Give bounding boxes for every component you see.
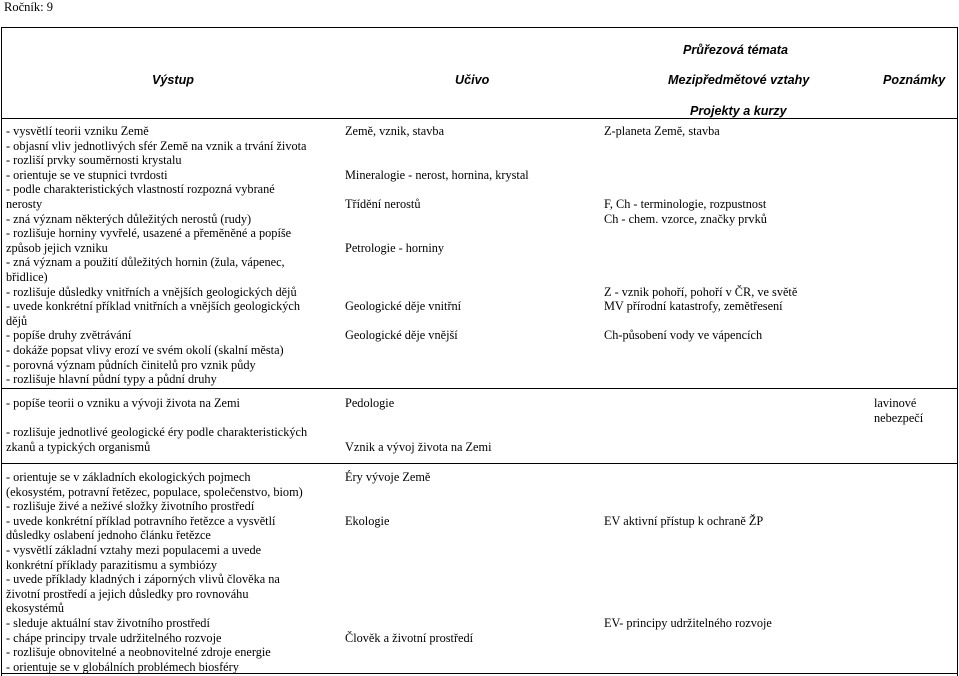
header-ucivo: Učivo bbox=[455, 73, 490, 87]
header-mezipredmetove-vztahy: Mezipředmětové vztahy bbox=[668, 73, 810, 87]
vystup-line: - popíše teorii o vzniku a vývoji života na Zemi bbox=[6, 396, 240, 410]
vystup-line: dějů bbox=[6, 313, 28, 328]
vystup-line: - uvede konkrétní příklad potravního řetězce a vysvětlí bbox=[6, 513, 276, 528]
vystup-line: (ekosystém, potravní řetězec, populace, společenstvo, biom) bbox=[6, 484, 303, 499]
vystup-line: - dokáže popsat vlivy erozí ve svém okolí (skalní města) bbox=[6, 343, 284, 357]
prurez-item: Ch-působení vody ve vápencích bbox=[604, 328, 763, 343]
poznamka-item: lavinové bbox=[874, 396, 917, 410]
vystup-line: zkanů a typických organismů bbox=[6, 439, 151, 454]
row-separator-1 bbox=[1, 388, 958, 389]
vystup-line: životní prostředí a jejich důsledky pro rovnováhu bbox=[6, 586, 249, 601]
prurez-item: Z-planeta Země, stavba bbox=[604, 124, 720, 138]
row-separator-2 bbox=[1, 463, 958, 464]
vystup-line: nerosty bbox=[6, 197, 43, 211]
header-poznamky: Poznámky bbox=[883, 73, 946, 87]
vystup-line: - orientuje se v globálních problémech biosféry bbox=[6, 659, 239, 674]
prurez-item: Z - vznik pohoří, pohoří v ČR, ve světě bbox=[604, 284, 798, 299]
vystup-line: způsob jejich vzniku bbox=[6, 240, 108, 255]
ucivo-item: Pedologie bbox=[345, 396, 395, 410]
ucivo-item: Geologické děje vnější bbox=[345, 328, 458, 343]
vystup-line: - sleduje aktuální stav životního prostředí bbox=[6, 616, 210, 630]
vystup-line: - porovná význam půdních činitelů pro vznik půdy bbox=[6, 357, 256, 372]
table-border-top bbox=[1, 27, 958, 28]
prurez-item: MV přírodní katastrofy, zemětřesení bbox=[604, 299, 783, 314]
vystup-line: - objasní vliv jednotlivých sfér Země na vznik a trvání života bbox=[6, 138, 307, 153]
vystup-line: - chápe principy trvale udržitelného rozvoje bbox=[6, 630, 222, 645]
vystup-line: - popíše druhy zvětrávání bbox=[6, 328, 132, 343]
prurez-item: EV aktivní přístup k ochraně ŽP bbox=[604, 513, 764, 528]
prurez-item: EV- principy udržitelného rozvoje bbox=[604, 616, 772, 630]
vystup-line: - rozlišuje hlavní půdní typy a půdní druhy bbox=[6, 372, 217, 387]
ucivo-item: Třídění nerostů bbox=[345, 197, 421, 211]
ucivo-item: Vznik a vývoj života na Zemi bbox=[345, 439, 492, 454]
page-title: Ročník: 9 bbox=[4, 0, 53, 14]
vystup-line: - zná význam a použití důležitých hornin (žula, vápenec, bbox=[6, 255, 285, 270]
ucivo-item: Éry vývoje Země bbox=[345, 470, 431, 484]
header-bottom-border bbox=[1, 118, 958, 119]
ucivo-item: Země, vznik, stavba bbox=[345, 124, 445, 138]
ucivo-item: Ekologie bbox=[345, 513, 390, 528]
poznamka-item: nebezpečí bbox=[874, 410, 924, 425]
vystup-line: - podle charakteristických vlastností rozpozná vybrané bbox=[6, 182, 275, 197]
vystup-line: - uvede konkrétní příklad vnitřních a vnějších geologických bbox=[6, 299, 301, 314]
ucivo-item: Člověk a životní prostředí bbox=[345, 630, 474, 645]
vystup-line: - uvede příklady kladných i záporných vlivů člověka na bbox=[6, 572, 280, 587]
ucivo-item: Geologické děje vnitřní bbox=[345, 299, 462, 314]
vystup-line: konkrétní příklady parazitismu a symbiózy bbox=[6, 557, 218, 572]
vystup-line: ekosystémů bbox=[6, 601, 65, 616]
vystup-line: - vysvětlí základní vztahy mezi populacemi a uvede bbox=[6, 543, 262, 557]
table-border-left bbox=[1, 27, 2, 676]
ucivo-item: Petrologie - horniny bbox=[345, 240, 445, 255]
prurez-item: F, Ch - terminologie, rozpustnost bbox=[604, 197, 767, 211]
vystup-line: břidlice) bbox=[6, 270, 48, 284]
vystup-line: - rozlišuje horniny vyvřelé, usazené a přeměněné a popíše bbox=[6, 226, 292, 241]
header-projekty-a-kurzy: Projekty a kurzy bbox=[690, 104, 787, 118]
ucivo-item: Mineralogie - nerost, hornina, krystal bbox=[345, 167, 529, 182]
vystup-line: - orientuje se v základních ekologických pojmech bbox=[6, 470, 251, 484]
table-border-right bbox=[957, 27, 958, 676]
header-prurezova-temata: Průřezová témata bbox=[683, 43, 788, 57]
vystup-line: - rozlišuje živé a neživé složky životního prostředí bbox=[6, 499, 255, 514]
prurez-item: Ch - chem. vzorce, značky prvků bbox=[604, 211, 767, 226]
vystup-line: - orientuje se ve stupnici tvrdosti bbox=[6, 167, 168, 182]
vystup-line: - rozliší prvky souměrnosti krystalu bbox=[6, 153, 182, 168]
vystup-line: - vysvětlí teorii vzniku Země bbox=[6, 124, 149, 138]
vystup-line: důsledky oslabení jednoho článku řetězce bbox=[6, 528, 211, 543]
header-vystup: Výstup bbox=[152, 73, 194, 87]
vystup-line: - rozlišuje jednotlivé geologické éry podle charakteristických bbox=[6, 425, 308, 440]
vystup-line: - rozlišuje důsledky vnitřních a vnějších geologických dějů bbox=[6, 284, 297, 299]
vystup-line: - zná význam některých důležitých nerostů (rudy) bbox=[6, 211, 252, 226]
vystup-line: - rozlišuje obnovitelné a neobnovitelné zdroje energie bbox=[6, 645, 271, 660]
